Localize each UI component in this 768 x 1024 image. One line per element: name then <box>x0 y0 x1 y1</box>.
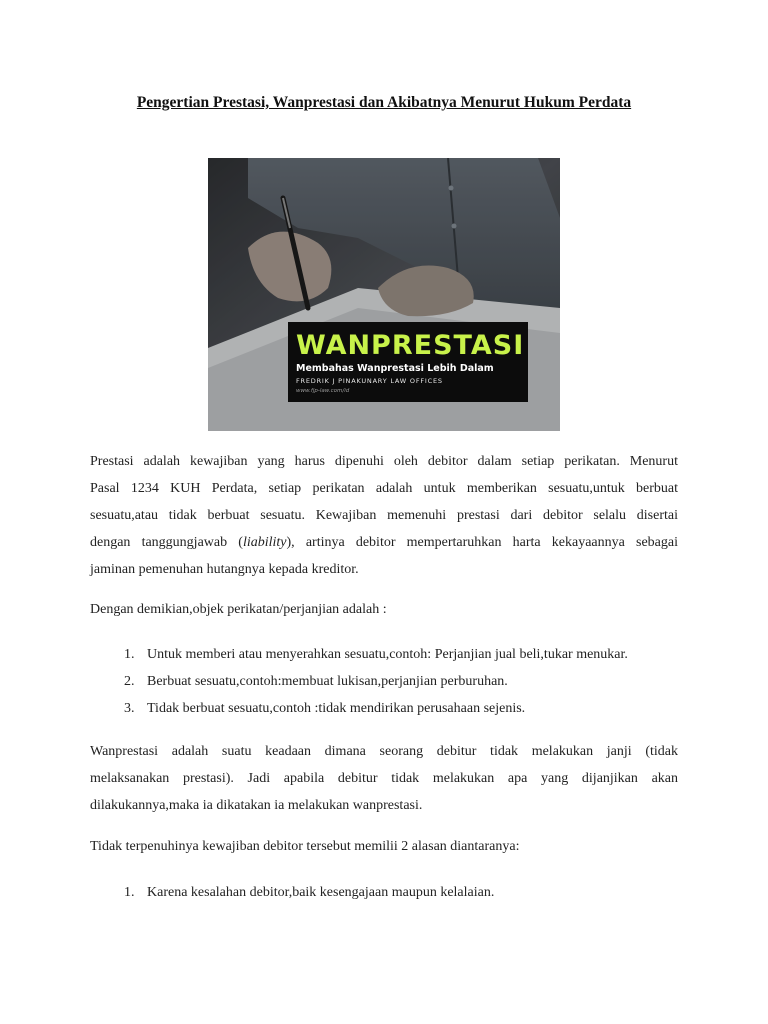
list-text: Tidak berbuat sesuatu,contoh :tidak mendirikan perusahaan sejenis. <box>147 701 526 716</box>
document-title: Pengertian Prestasi, Wanprestasi dan Akibatnya Menurut Hukum Perdata <box>136 94 632 111</box>
list-item <box>90 641 678 668</box>
paragraph-line: jaminan pemenuhan hutangnya kepada kreditor. <box>90 562 359 577</box>
paragraph-text: ), artinya debitor mempertaruhkan harta kekayaannya sebagai <box>286 535 678 550</box>
paragraph-line: Pasal 1234 KUH Perdata, setiap perikatan adalah untuk memberikan sesuatu,untuk berbuat <box>90 481 678 496</box>
list-objek <box>90 641 678 722</box>
list-item <box>90 668 678 695</box>
paragraph-line: Wanprestasi adalah suatu keadaan dimana seorang debitur tidak melakukan janji (tidak <box>90 744 678 759</box>
paragraph-objek: Dengan demikian,objek perikatan/perjanjian adalah : <box>90 602 387 617</box>
banner-url: www.fjp-law.com/id <box>296 388 350 394</box>
banner-title: WANPRESTASI <box>296 330 525 361</box>
paragraph-wanprestasi <box>90 738 678 819</box>
banner-subtitle: Membahas Wanprestasi Lebih Dalam <box>296 363 494 374</box>
paragraph-line <box>90 529 678 556</box>
paragraph-alasan: Tidak terpenuhinya kewajiban debitor tersebut memilii 2 alasan diantaranya: <box>90 839 520 854</box>
list-number: 2. <box>124 674 135 689</box>
paragraph-line: sesuatu,atau tidak berbuat sesuatu. Kewajiban memenuhi prestasi dari debitor selalu disertai <box>90 508 678 523</box>
list-text: Karena kesalahan debitor,baik kesengajaan maupun kelalaian. <box>147 885 495 900</box>
list-alasan <box>90 879 678 906</box>
list-text: Berbuat sesuatu,contoh:membuat lukisan,perjanjian perburuhan. <box>147 674 508 689</box>
list-number: 1. <box>124 885 135 900</box>
hero-image <box>208 158 560 431</box>
list-text: Untuk memberi atau menyerahkan sesuatu,contoh: Perjanjian jual beli,tukar menukar. <box>147 647 628 662</box>
italic-term: liability <box>242 535 287 550</box>
banner-firm: FREDRIK J PINAKUNARY LAW OFFICES <box>296 377 443 385</box>
image-banner <box>288 322 528 402</box>
paragraph-line: Prestasi adalah kewajiban yang harus dipenuhi oleh debitor dalam setiap perikatan. Menurut <box>90 454 678 469</box>
paragraph-text: dengan tanggungjawab ( <box>90 535 243 550</box>
list-item <box>90 695 678 722</box>
list-item <box>90 879 678 906</box>
list-number: 1. <box>124 647 135 662</box>
list-number: 3. <box>124 701 135 716</box>
paragraph-prestasi <box>90 448 678 583</box>
paragraph-line: melaksanakan prestasi). Jadi apabila debitur tidak melakukan apa yang dijanjikan akan <box>90 771 678 786</box>
paragraph-line: dilakukannya,maka ia dikatakan ia melakukan wanprestasi. <box>90 798 423 813</box>
